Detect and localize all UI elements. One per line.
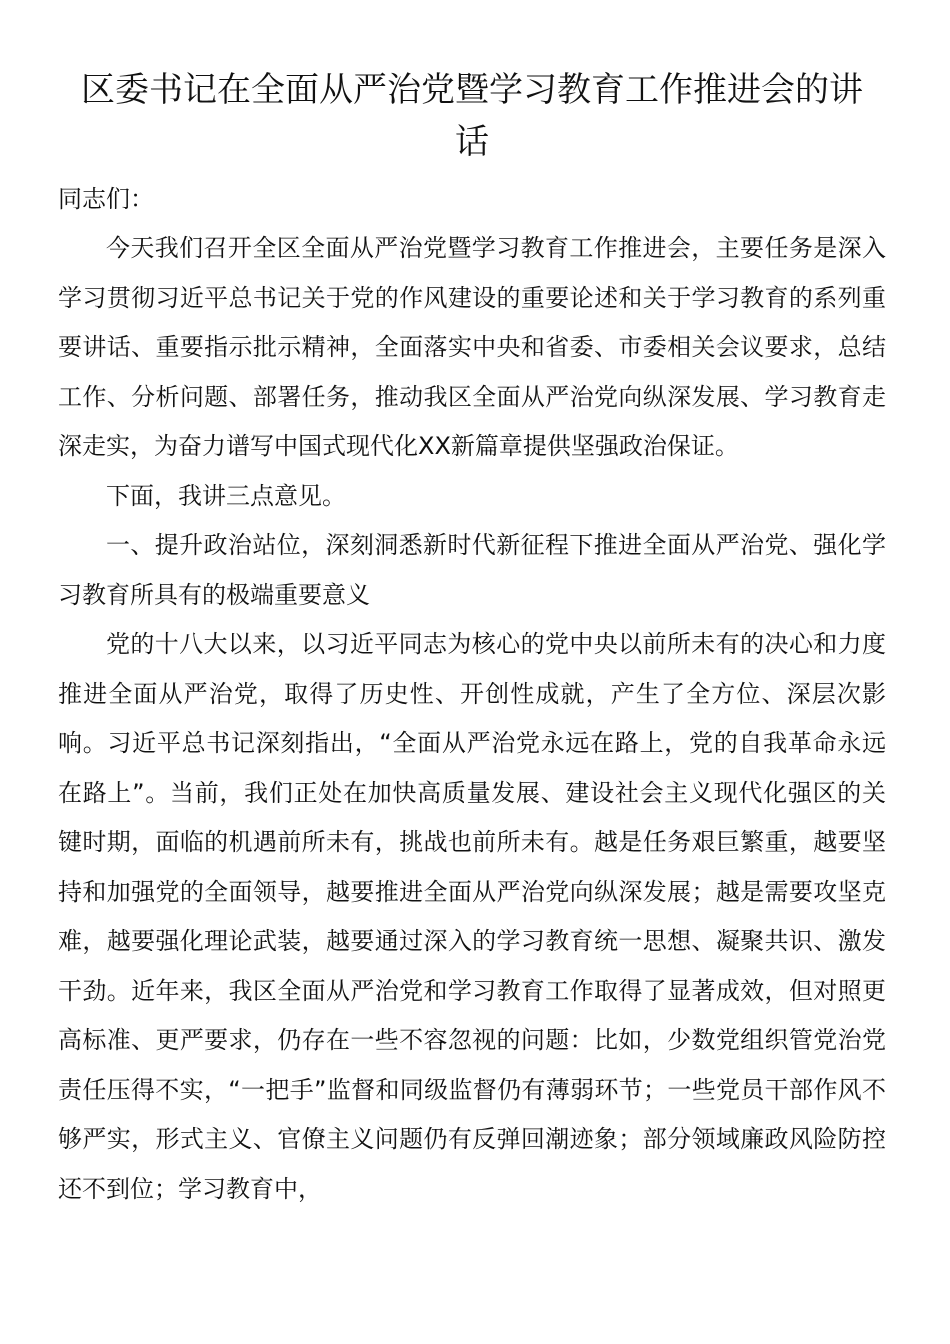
paragraph-outline: 下面，我讲三点意见。	[106, 481, 346, 510]
section-heading-1: 一、提升政治站位，深刻洞悉新时代新征程下推进全面从严治党、强化学习教育所具有的极端重要意义	[58, 531, 886, 609]
salutation: 同志们：	[58, 185, 154, 213]
document-title: 区委书记在全面从严治党暨学习教育工作推进会的讲话	[81, 70, 863, 162]
paragraph-intro: 今天我们召开全区全面从严治党暨学习教育工作推进会，主要任务是深入学习贯彻习近平总书记关于党的作风建设的重要论述和关于学习教育的系列重要讲话、重要指示批示精神，全面落实中央和省委、市委相关会议要求，总结工作、分析问题、部署任务，推动我区全面从严治党向纵深发展、学习教育走深走实，为奋力谱写中国式现代化XX新篇章提供坚强政治保证。	[58, 234, 886, 460]
paragraph-section-1: 党的十八大以来，以习近平同志为核心的党中央以前所未有的决心和力度推进全面从严治党，取得了历史性、开创性成就，产生了全方位、深层次影响。习近平总书记深刻指出，“全面从严治党永远在路上，党的自我革命永远在路上”。当前，我们正处在加快高质量发展、建设社会主义现代化强区的关键时期，面临的机遇前所未有，挑战也前所未有。越是任务艰巨繁重，越要坚持和加强党的全面领导，越要推进全面从严治党向纵深发展；越是需要攻坚克难，越要强化理论武装，越要通过深入的学习教育统一思想、凝聚共识、激发干劲。近年来，我区全面从严治党和学习教育工作取得了显著成效，但对照更高标准、更严要求，仍存在一些不容忽视的问题：比如，少数党组织管党治党责任压得不实，“一把手”监督和同级监督仍有薄弱环节；一些党员干部作风不够严实，形式主义、官僚主义问题仍有反弹回潮迹象；部分领域廉政风险防控还不到位；学习教育中，	[58, 630, 886, 1203]
